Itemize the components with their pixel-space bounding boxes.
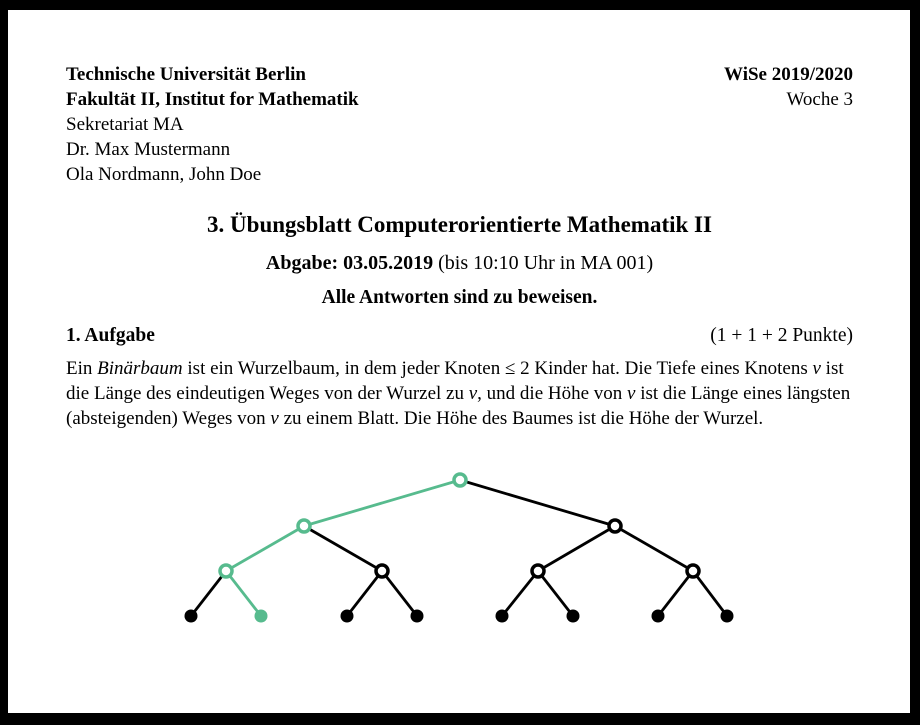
paragraph-segment: , und die Höhe von bbox=[477, 383, 628, 404]
paragraph-segment-italic: v bbox=[812, 358, 821, 379]
header-left bbox=[66, 62, 359, 187]
tree-edge bbox=[304, 480, 460, 526]
exercise-points: (1 + 1 + 2 Punkte) bbox=[710, 325, 853, 346]
paragraph-segment-italic: v bbox=[270, 408, 279, 429]
exercise-paragraph bbox=[66, 356, 853, 431]
tree-edge bbox=[615, 526, 693, 571]
page-content bbox=[8, 10, 910, 631]
header-lecturer: Dr. Max Mustermann bbox=[66, 139, 231, 160]
paragraph-segment: ist die Länge eines längsten (absteigenden) Weges von bbox=[66, 383, 851, 429]
paragraph-segment-italic: v bbox=[468, 383, 478, 404]
tree-node-aa bbox=[220, 565, 232, 577]
submission-details: (bis 10:10 Uhr in MA 001) bbox=[433, 252, 654, 274]
tree-edge bbox=[502, 571, 538, 616]
paragraph-segment: ist die Länge des eindeutigen Weges von der Wurzel zu bbox=[66, 358, 844, 404]
tree-node-b bbox=[609, 520, 621, 532]
tree-node-l7 bbox=[652, 610, 665, 623]
tree-node-bb bbox=[687, 565, 699, 577]
tree-node-l1 bbox=[185, 610, 198, 623]
tree-node-root bbox=[454, 474, 466, 486]
tree-edge bbox=[460, 480, 615, 526]
tree-edge bbox=[658, 571, 693, 616]
tree-node-l2 bbox=[255, 610, 268, 623]
header-week: Woche 3 bbox=[786, 89, 853, 110]
tree-node-l6 bbox=[567, 610, 580, 623]
paragraph-segment: zu einem Blatt. Die Höhe des Baumes ist die Höhe der Wurzel. bbox=[278, 408, 764, 429]
tree-node-l4 bbox=[411, 610, 424, 623]
tree-node-l8 bbox=[721, 610, 734, 623]
header-assistants: Ola Nordmann, John Doe bbox=[66, 164, 262, 185]
paragraph-segment-italic: Binärbaum bbox=[97, 358, 183, 379]
header bbox=[66, 62, 853, 187]
tree-edge bbox=[538, 571, 573, 616]
binary-tree-svg bbox=[177, 464, 742, 626]
tree-node-l3 bbox=[341, 610, 354, 623]
paragraph-segment: Ein bbox=[66, 358, 98, 379]
tree-edge bbox=[226, 571, 261, 616]
header-office: Sekretariat MA bbox=[66, 114, 184, 135]
exercise-heading bbox=[66, 323, 853, 348]
submission-line bbox=[66, 251, 853, 276]
tree-edge bbox=[693, 571, 727, 616]
tree-edge bbox=[347, 571, 382, 616]
notice-line: Alle Antworten sind zu beweisen. bbox=[321, 287, 598, 308]
tree-edge bbox=[191, 571, 226, 616]
tree-edge bbox=[382, 571, 417, 616]
header-institution: Technische Universität Berlin bbox=[66, 64, 306, 85]
tree-node-l5 bbox=[496, 610, 509, 623]
exercise-label: 1. Aufgabe bbox=[66, 325, 155, 346]
tree-figure bbox=[177, 464, 853, 631]
header-semester: WiSe 2019/2020 bbox=[724, 64, 853, 85]
header-right bbox=[724, 62, 853, 187]
submission-deadline: Abgabe: 03.05.2019 bbox=[265, 252, 434, 274]
header-faculty: Fakultät II, Institut for Mathematik bbox=[66, 89, 359, 110]
tree-edge bbox=[538, 526, 615, 571]
page-title: 3. Übungsblatt Computerorientierte Mathematik II bbox=[207, 212, 712, 237]
paragraph-segment-italic: v bbox=[627, 383, 636, 404]
paragraph-segment: ist ein Wurzelbaum, in dem jeder Knoten ≤ 2 Kinder hat. Die Tiefe eines Knotens bbox=[182, 358, 813, 379]
tree-node-ab bbox=[376, 565, 388, 577]
tree-edge bbox=[226, 526, 304, 571]
tree-edge bbox=[304, 526, 382, 571]
tree-node-ba bbox=[532, 565, 544, 577]
tree-node-a bbox=[298, 520, 310, 532]
